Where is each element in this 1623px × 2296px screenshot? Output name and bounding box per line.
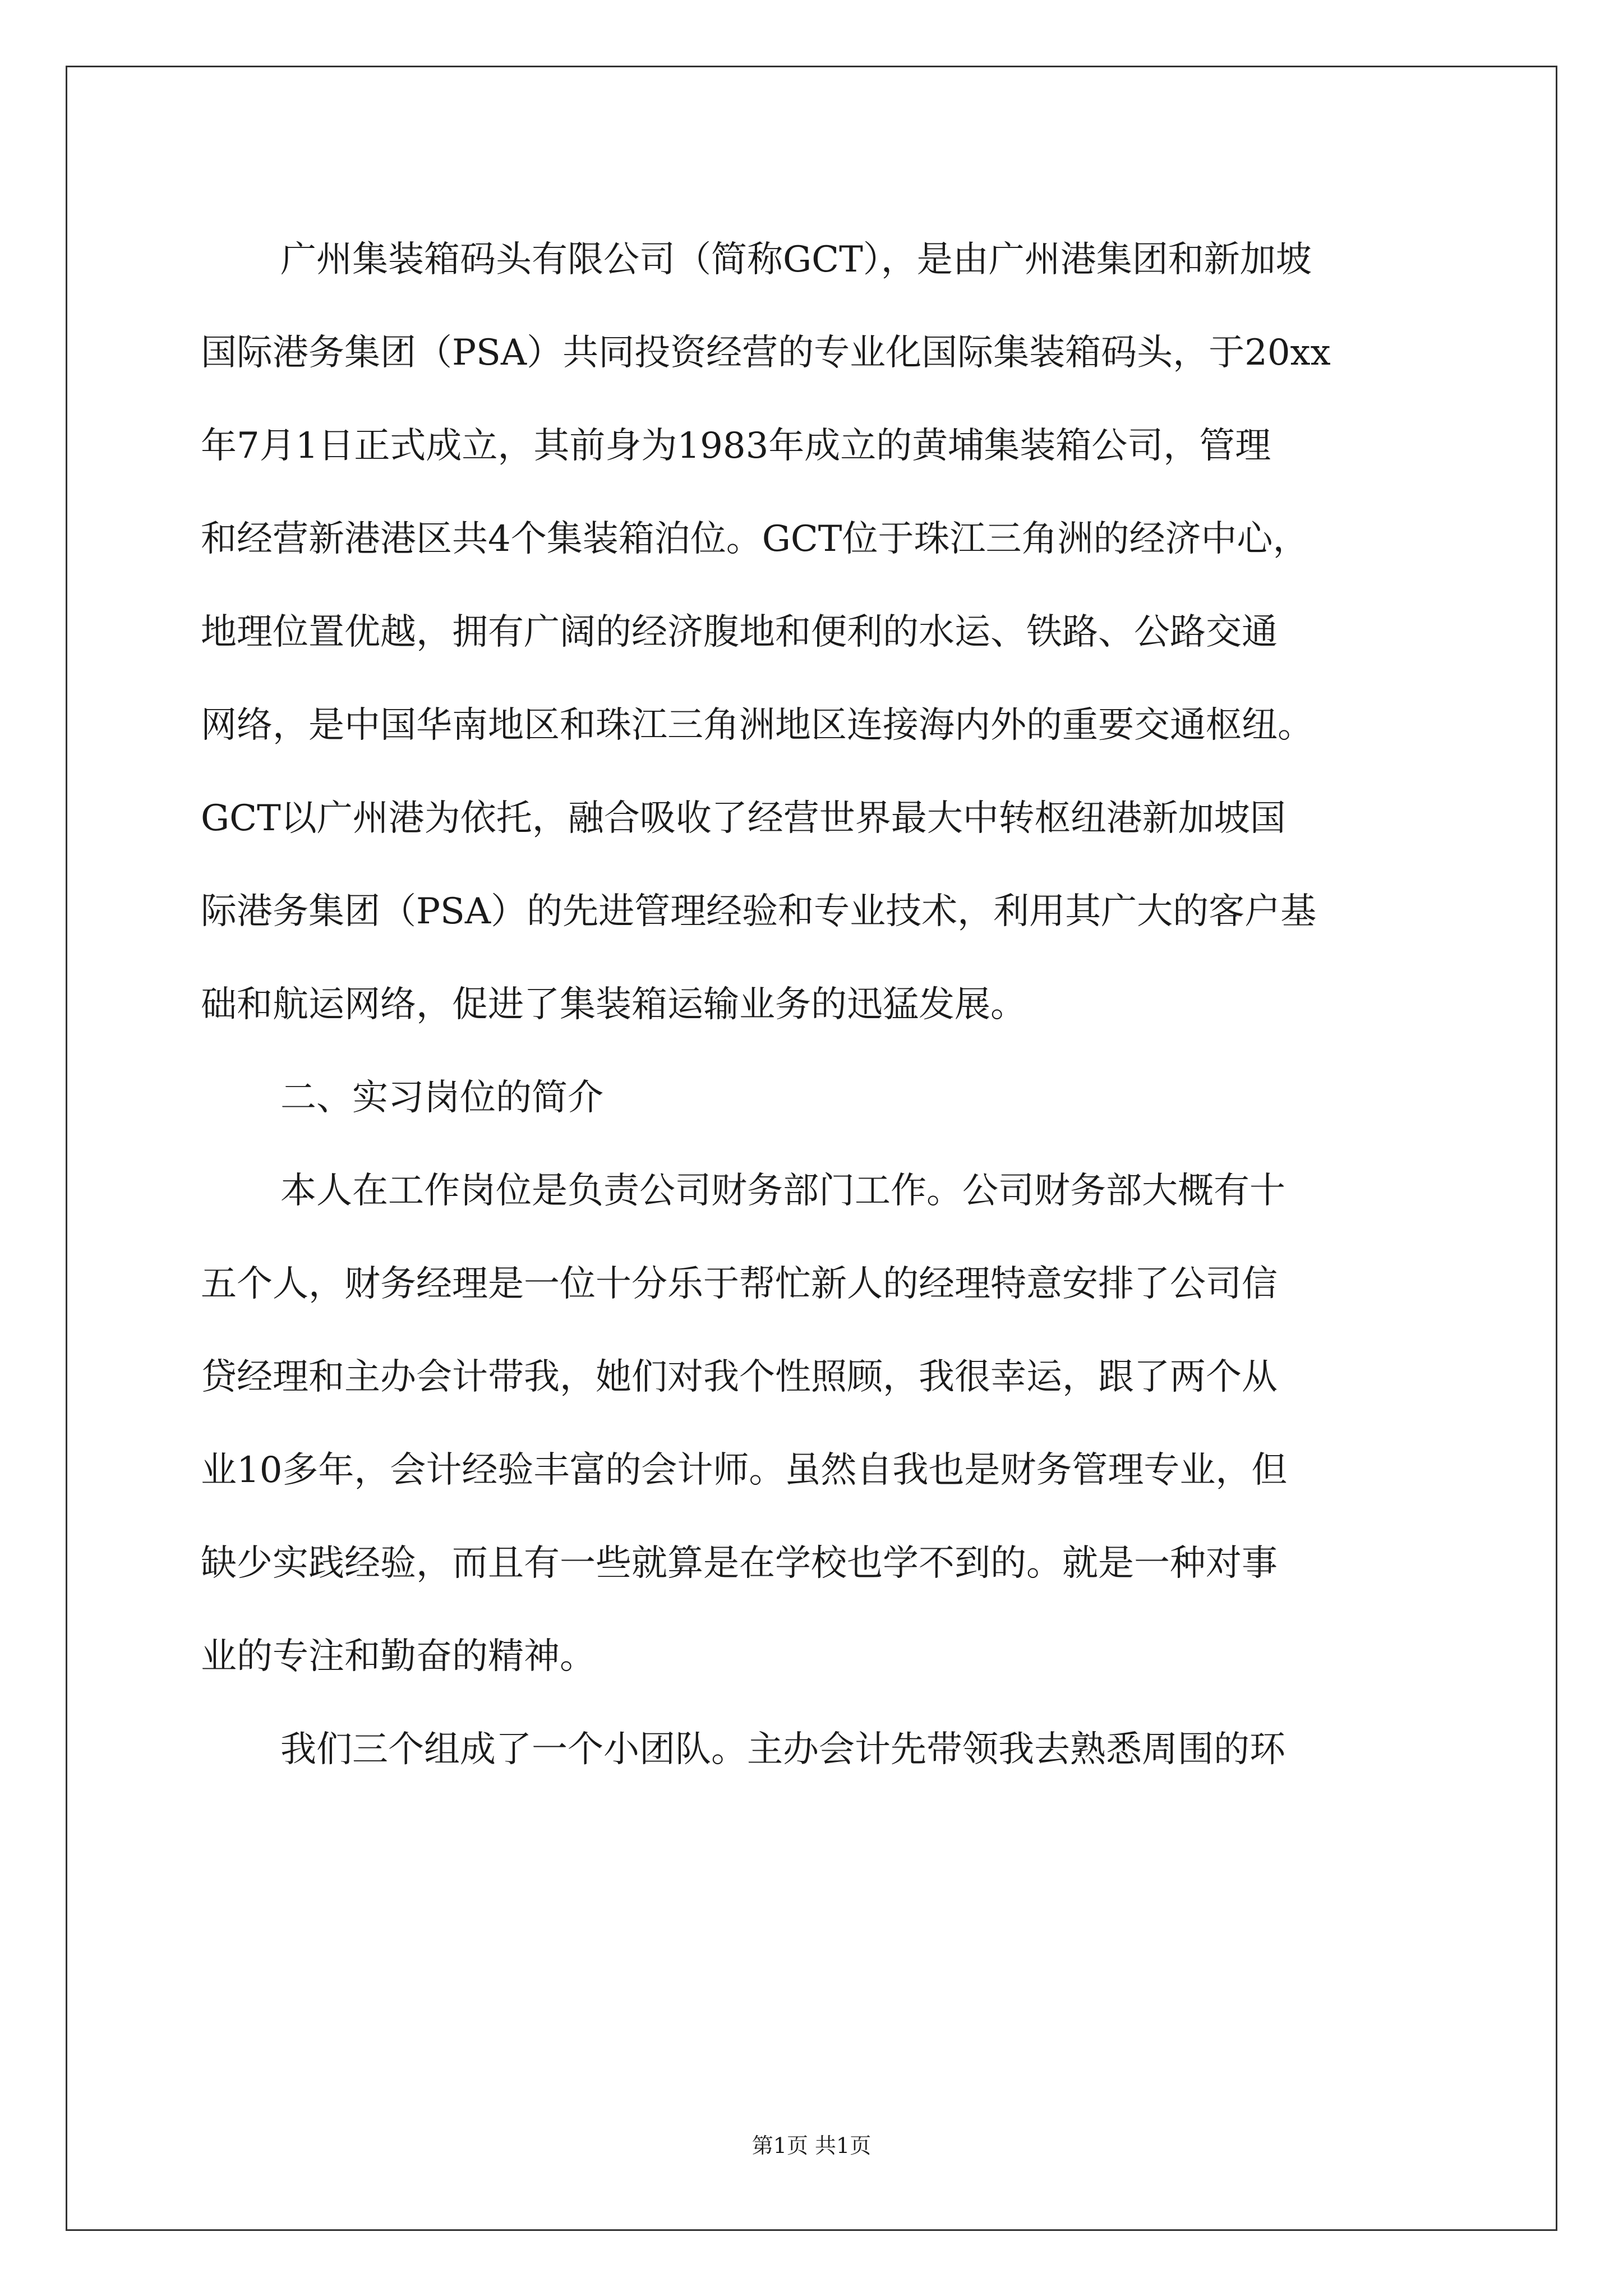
paragraph-line: 网络，是中国华南地区和珠江三角洲地区连接海内外的重要交通枢纽。: [201, 705, 1313, 746]
paragraph-line: 贷经理和主办会计带我，她们对我个性照顾，我很幸运，跟了两个从: [201, 1356, 1278, 1398]
paragraph-line: GCT以广州港为依托，融合吸收了经营世界最大中转枢纽港新加坡国: [201, 798, 1286, 839]
paragraph-line: 我们三个组成了一个小团队。主办会计先带领我去熟悉周围的环: [280, 1729, 1285, 1770]
page-footer: 第1页 共1页: [751, 2133, 872, 2158]
paragraph-line: 缺少实践经验，而且有一些就算是在学校也学不到的。就是一种对事: [201, 1543, 1278, 1584]
document-body: [201, 213, 1429, 1796]
paragraph-line: 础和航运网络，促进了集装箱运输业务的迅猛发展。: [201, 984, 1026, 1025]
paragraph-line: 业的专注和勤奋的精神。: [201, 1636, 596, 1677]
paragraph-line: 本人在工作岗位是负责公司财务部门工作。公司财务部大概有十: [280, 1170, 1285, 1212]
paragraph-line: 广州集装箱码头有限公司（简称GCT），是由广州港集团和新加坡: [280, 239, 1312, 280]
paragraph-line: 业10多年，会计经验丰富的会计师。虽然自我也是财务管理专业，但: [201, 1450, 1288, 1491]
paragraph-line: 国际港务集团（PSA）共同投资经营的专业化国际集装箱码头，于20xx: [201, 332, 1331, 374]
section-heading: 二、实习岗位的简介: [280, 1077, 603, 1119]
paragraph-line: 年7月1日正式成立，其前身为1983年成立的黄埔集装箱公司，管理: [201, 425, 1271, 467]
paragraph-line: 地理位置优越，拥有广阔的经济腹地和便利的水运、铁路、公路交通: [201, 611, 1278, 653]
paragraph-line: 际港务集团（PSA）的先进管理经验和专业技术，利用其广大的客户基: [201, 891, 1317, 932]
paragraph-line: 和经营新港港区共4个集装箱泊位。GCT位于珠江三角洲的经济中心，: [201, 518, 1309, 560]
paragraph-line: 五个人，财务经理是一位十分乐于帮忙新人的经理特意安排了公司信: [201, 1263, 1278, 1305]
